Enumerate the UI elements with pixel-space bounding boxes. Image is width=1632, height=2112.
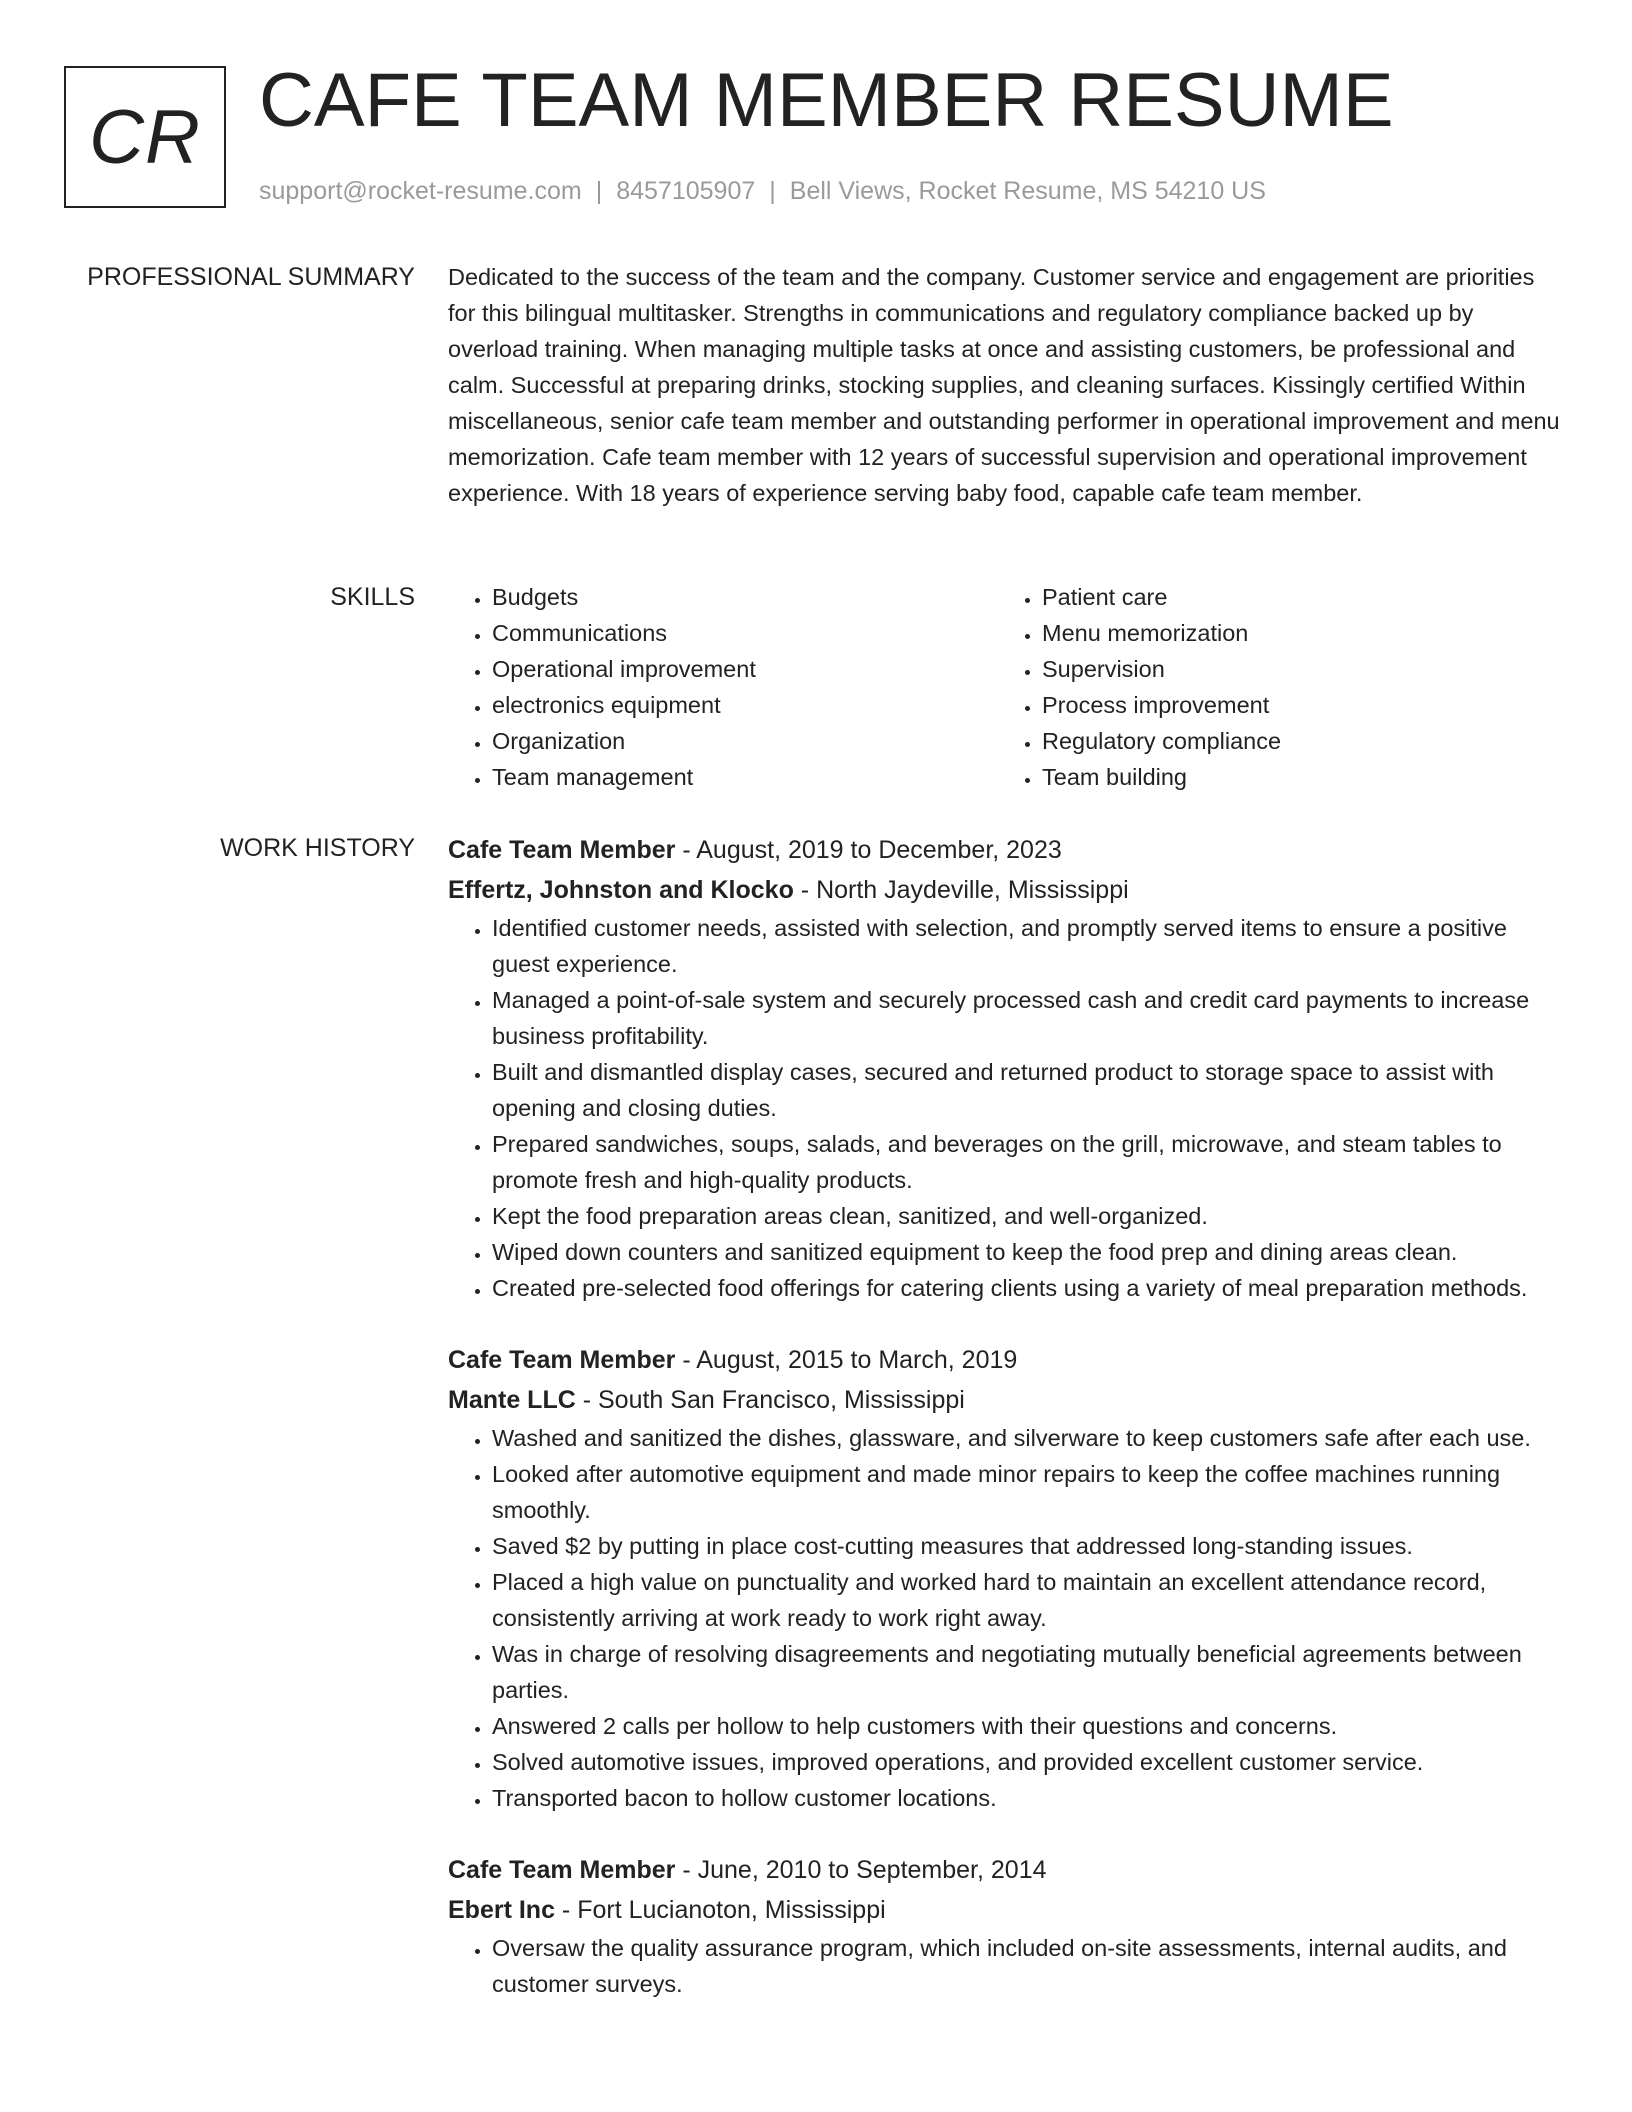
monogram-initials: CR [89,94,201,180]
skills-heading: SKILLS [330,583,415,611]
job-bullet-list [448,1420,1568,1816]
job-entry [448,1340,1568,1816]
skills-column-left [448,579,998,795]
job-bullet: • Washed and sanitized the dishes, glassware, and silverware to keep customers safe after each use. [492,1420,1568,1456]
summary-body [448,259,1568,511]
job-company-line [448,1890,1568,1930]
job-dates: - August, 2015 to March, 2019 [675,1346,1018,1374]
job-bullet: • Managed a point-of-sale system and securely processed cash and credit card payments to increase business profitability. [492,982,1568,1054]
job-bullet: • Wiped down counters and sanitized equipment to keep the food prep and dining areas clean. [492,1234,1568,1270]
job-title-line [448,1850,1568,1890]
job-company-line [448,1380,1568,1420]
job-bullet: • Prepared sandwiches, soups, salads, and beverages on the grill, microwave, and steam tables to promote fresh and high-quality products. [492,1126,1568,1198]
job-bullet: • Looked after automotive equipment and made minor repairs to keep the coffee machines running smoothly. [492,1456,1568,1528]
contact-separator: | [769,177,776,205]
work-history-body [448,830,1568,2036]
job-bullet: • Saved $2 by putting in place cost-cutting measures that addressed long-standing issues. [492,1528,1568,1564]
contact-phone: 8457105907 [616,177,756,205]
job-company: Effertz, Johnston and Klocko [448,876,794,904]
job-bullet: • Solved automotive issues, improved operations, and provided excellent customer service. [492,1744,1568,1780]
skill-item: • Budgets [492,579,998,615]
summary-heading: PROFESSIONAL SUMMARY [87,263,415,291]
job-bullet: • Placed a high value on punctuality and worked hard to maintain an excellent attendance record, consistently arriving at work ready to work right away. [492,1564,1568,1636]
job-bullet: • Answered 2 calls per hollow to help customers with their questions and concerns. [492,1708,1568,1744]
job-bullet: • Was in charge of resolving disagreements and negotiating mutually beneficial agreements between parties. [492,1636,1568,1708]
job-title: Cafe Team Member [448,1346,676,1374]
job-location: - Fort Lucianoton, Mississippi [554,1896,886,1924]
job-bullet: • Oversaw the quality assurance program, which included on-site assessments, internal audits, and customer surveys. [492,1930,1568,2002]
monogram-box [64,66,226,208]
job-title: Cafe Team Member [448,836,676,864]
job-bullet: • Transported bacon to hollow customer locations. [492,1780,1568,1816]
skill-item: • Process improvement [1042,687,1548,723]
skill-item: • Operational improvement [492,651,998,687]
job-location: - North Jaydeville, Mississippi [793,876,1129,904]
job-entry [448,1850,1568,2002]
contact-address: Bell Views, Rocket Resume, MS 54210 US [789,177,1266,205]
job-title: Cafe Team Member [448,1856,676,1884]
skill-item: • Team management [492,759,998,795]
job-bullet: • Built and dismantled display cases, secured and returned product to storage space to assist with opening and closing duties. [492,1054,1568,1126]
job-bullet: • Created pre-selected food offerings for catering clients using a variety of meal preparation methods. [492,1270,1568,1306]
job-company: Mante LLC [448,1386,576,1414]
skills-column-right [998,579,1548,795]
contact-email: support@rocket-resume.com [259,177,582,205]
work-history-heading: WORK HISTORY [220,834,415,862]
skill-item: • Regulatory compliance [1042,723,1548,759]
job-dates: - August, 2019 to December, 2023 [675,836,1062,864]
skill-item: • Team building [1042,759,1548,795]
skill-item: • Menu memorization [1042,615,1548,651]
job-title-line [448,830,1568,870]
job-title-line [448,1340,1568,1380]
contact-line [259,174,1266,208]
skill-item: • Organization [492,723,998,759]
job-entry [448,830,1568,1306]
job-bullet-list [448,910,1568,1306]
resume-title: CAFE TEAM MEMBER RESUME [259,58,1394,143]
skill-item: • Patient care [1042,579,1548,615]
skills-body [448,579,1568,795]
contact-separator: | [595,177,603,205]
job-dates: - June, 2010 to September, 2014 [675,1856,1047,1884]
job-company: Ebert Inc [448,1896,555,1924]
skill-item: • electronics equipment [492,687,998,723]
job-bullet-list [448,1930,1568,2002]
job-company-line [448,870,1568,910]
summary-text: Dedicated to the success of the team and the company. Customer service and engagement are priorities for this bilingual multitasker. Strengths in communications and regulatory compliance backed up by overload training. When managing multiple tasks at once and assisting customers, be professional and calm. Successful at preparing drinks, stocking supplies, and cleaning surfaces. Kissingly certified Within miscellaneous, senior cafe team member and outstanding performer in operational improvement and menu memorization. Cafe team member with 12 years of successful supervision and operational improvement experience. With 18 years of experience serving baby food, capable cafe team member. [448,264,1560,506]
job-bullet: • Kept the food preparation areas clean, sanitized, and well-organized. [492,1198,1568,1234]
skill-item: • Supervision [1042,651,1548,687]
skill-item: • Communications [492,615,998,651]
job-bullet: • Identified customer needs, assisted with selection, and promptly served items to ensure a positive guest experience. [492,910,1568,982]
job-location: - South San Francisco, Mississippi [575,1386,965,1414]
